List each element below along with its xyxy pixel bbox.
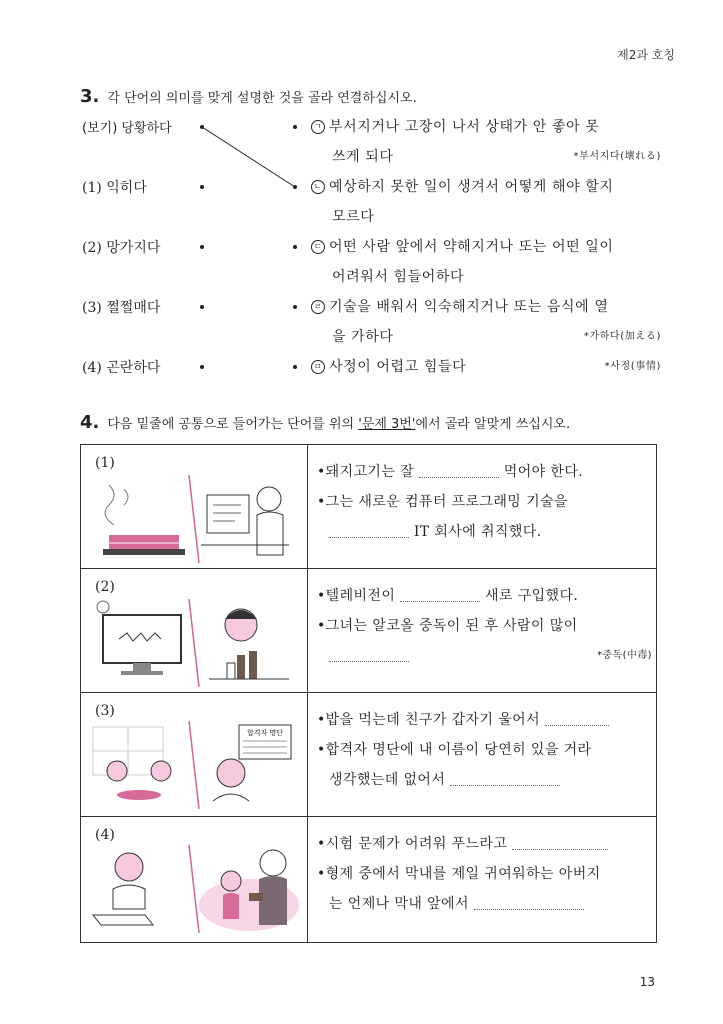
answer-blank[interactable] <box>512 838 608 850</box>
sentence-text: •그는 새로운 컴퓨터 프로그래밍 기술을 <box>317 494 568 510</box>
definition-text: 어떤 사람 앞에서 약해지거나 또는 어떤 일이 <box>329 239 614 255</box>
sentence-text: 먹어야 한다. <box>503 464 584 480</box>
vocab-note: *부서지다(壞れる) <box>573 151 661 162</box>
answer-blank[interactable] <box>329 526 409 538</box>
q4-instruction: 다음 밑줄에 공통으로 들어가는 단어를 위의 <box>107 417 359 432</box>
sentence-cell <box>317 705 652 795</box>
q3-example-label: (보기) 당황하다 <box>82 121 172 136</box>
answer-blank[interactable] <box>474 898 584 910</box>
table-row <box>81 569 656 693</box>
q4-instruction-end: 에서 골라 알맞게 쓰십시오. <box>415 417 571 432</box>
definition-a <box>311 112 661 172</box>
definition-d <box>311 292 661 352</box>
illustration-cell <box>81 693 308 816</box>
cooking-and-computer-illustration <box>89 475 301 565</box>
definition-text-cont: 모르다 <box>332 209 375 225</box>
q3-instruction: 각 단어의 의미를 맞게 설명한 것을 골라 연결하십시오. <box>107 91 417 106</box>
q3-item-2: (2) 망가지다 <box>82 240 161 256</box>
circled-mark: ㄴ <box>311 180 325 194</box>
struggling-student-and-father-illustration <box>89 845 301 937</box>
definition-text: 사정이 어렵고 힘들다 <box>329 359 467 375</box>
definition-text-cont: 을 가하다 <box>332 329 394 345</box>
q4-instruction-ref: '문제 3번' <box>358 417 416 432</box>
sentence-cell <box>317 457 652 547</box>
definition-text: 부서지거나 고장이 나서 상태가 안 좋아 못 <box>329 119 600 135</box>
chapter-header: 제2과 호칭 <box>617 48 675 62</box>
illustration-cell <box>81 569 308 692</box>
q3-number: 3. <box>80 86 100 107</box>
sentence-text: •밥을 먹는데 친구가 갑자기 울어서 <box>317 712 540 728</box>
definition-text-cont: 어려워서 힘들어하다 <box>332 269 465 285</box>
page-number: 13 <box>639 975 655 989</box>
vocab-note: *중독(中毒) <box>597 650 652 661</box>
broken-tv-and-drunk-woman-illustration <box>89 599 301 689</box>
table-row <box>81 693 656 817</box>
definition-text-cont: 쓰게 되다 <box>332 149 394 165</box>
sentence-text: 는 언제나 막내 앞에서 <box>329 896 469 912</box>
row-number: (3) <box>95 703 115 719</box>
sentence-text: •그녀는 알코올 중독이 된 후 사람이 많이 <box>317 618 578 634</box>
sentence-text: 새로 구입했다. <box>485 588 579 604</box>
vocab-note: *사정(事情) <box>604 361 661 372</box>
q4-title <box>80 412 570 433</box>
q3-item-4: (4) 곤란하다 <box>82 360 161 376</box>
table-row <box>81 817 656 942</box>
crying-friend-and-exam-results-illustration <box>89 721 301 813</box>
sentence-text: •돼지고기는 잘 <box>317 464 415 480</box>
answer-blank[interactable] <box>450 774 560 786</box>
q3-item-1: (1) 익히다 <box>82 180 147 196</box>
row-number: (4) <box>95 827 115 843</box>
circled-mark: ㅁ <box>311 360 325 374</box>
q4-number: 4. <box>80 412 100 433</box>
row-number: (2) <box>95 579 115 595</box>
definition-e <box>311 352 661 382</box>
definition-c <box>311 232 661 292</box>
answer-blank[interactable] <box>329 650 409 662</box>
definition-b <box>311 172 661 232</box>
sentence-cell <box>317 581 652 671</box>
definition-text: 예상하지 못한 일이 생겨서 어떻게 해야 할지 <box>329 179 614 195</box>
exercise-table <box>80 444 657 943</box>
circled-mark: ㄹ <box>311 300 325 314</box>
vocab-note: *가하다(加える) <box>583 331 661 342</box>
sentence-cell <box>317 829 652 919</box>
sentence-text: •합격자 명단에 내 이름이 당연히 있을 거라 <box>317 742 592 758</box>
sentence-text: •텔레비전이 <box>317 588 396 604</box>
row-number: (1) <box>95 455 115 471</box>
answer-blank[interactable] <box>419 466 499 478</box>
answer-blank[interactable] <box>400 590 480 602</box>
circled-mark: ㄷ <box>311 240 325 254</box>
sentence-text: 생각했는데 없어서 <box>329 772 446 788</box>
table-row <box>81 445 656 569</box>
board-title: 합격자 명단 <box>246 729 284 737</box>
illustration-cell <box>81 445 308 568</box>
q3-item-3: (3) 쩔쩔매다 <box>82 300 161 316</box>
sentence-text: •시험 문제가 어려워 푸느라고 <box>317 836 508 852</box>
definition-text: 기술을 배워서 익숙해지거나 또는 음식에 열 <box>329 299 609 315</box>
circled-mark: ㄱ <box>311 120 325 134</box>
answer-blank[interactable] <box>545 714 609 726</box>
sentence-text: IT 회사에 취직했다. <box>413 524 542 540</box>
illustration-cell <box>81 817 308 942</box>
sentence-text: •형제 중에서 막내를 제일 귀여워하는 아버지 <box>317 866 601 882</box>
